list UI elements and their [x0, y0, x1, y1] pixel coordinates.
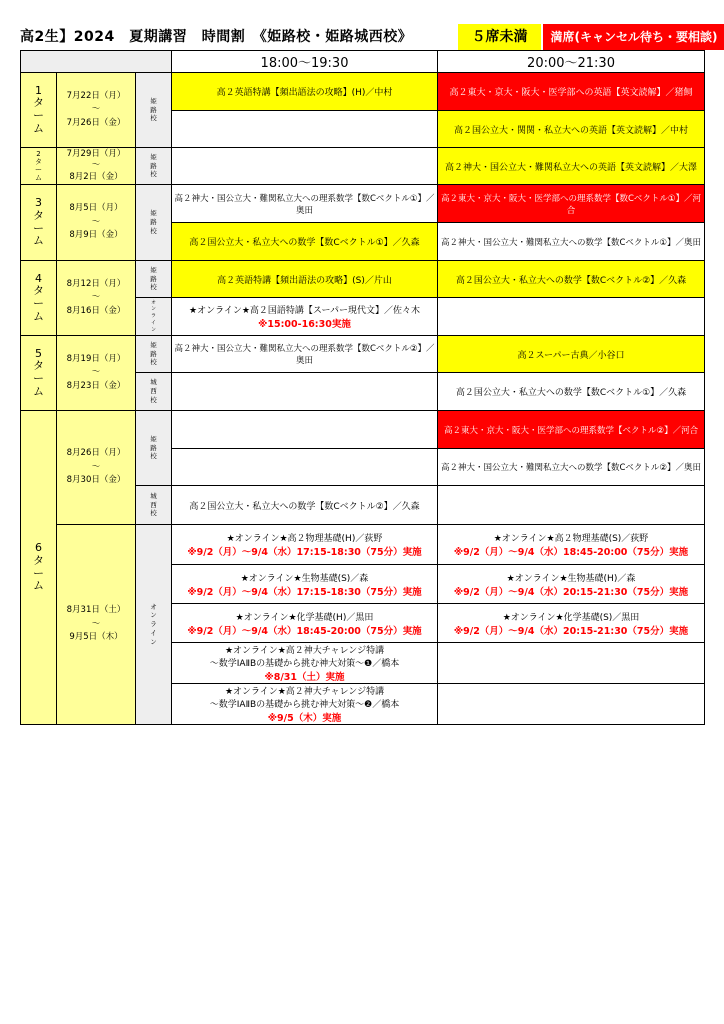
class-cell[interactable] — [172, 684, 438, 725]
date-sep: ～ — [91, 367, 101, 378]
vertical-glyph: ム — [33, 234, 44, 248]
class-cell[interactable]: 高２国公立大・関関・私立大への英語【英文読解】／中村 — [438, 111, 705, 148]
vertical-glyph: ム — [33, 121, 44, 135]
date-end: 8月30日（金） — [66, 475, 126, 486]
date-sep: ～ — [91, 216, 101, 227]
term-label — [21, 73, 57, 148]
vertical-glyph: ー — [33, 372, 44, 385]
term-label — [21, 148, 57, 185]
header-row — [21, 51, 705, 73]
class-note: ※9/5（木）実施 — [267, 713, 342, 724]
empty-cell — [438, 643, 705, 684]
class-note: ※9/2（月）～9/4（水）20:15-21:30（75分）実施 — [453, 586, 689, 598]
class-title: ★オンライン★高２物理基礎(H)／荻野 — [226, 534, 383, 544]
school-label — [136, 261, 172, 298]
date-start: 8月5日（月） — [69, 203, 123, 214]
class-title: ★オンライン★化学基礎(S)／黒田 — [502, 612, 640, 623]
vertical-glyph: 西 — [150, 500, 157, 509]
vertical-glyph: ラ — [151, 313, 157, 320]
class-cell[interactable] — [438, 565, 705, 604]
empty-cell — [438, 298, 705, 336]
vertical-glyph: タ — [33, 96, 44, 110]
class-cell[interactable]: 高２国公立大・私立大への数学【数Cベクトル②】／久森 — [172, 486, 438, 525]
vertical-glyph: 校 — [150, 452, 157, 461]
vertical-glyph: ム — [33, 309, 44, 323]
class-title: ★オンライン★生物基礎(H)／森 — [506, 573, 636, 584]
vertical-glyph: ー — [33, 297, 44, 310]
date-end: 8月16日（金） — [66, 305, 126, 316]
term-dates — [57, 73, 136, 148]
vertical-glyph: 路 — [150, 161, 157, 170]
school-label — [136, 148, 172, 185]
empty-cell — [172, 373, 438, 411]
class-cell[interactable] — [172, 525, 438, 565]
vertical-glyph: タ — [33, 284, 44, 298]
class-title: ★オンライン★生物基礎(S)／森 — [240, 573, 369, 584]
term-dates — [57, 411, 136, 525]
class-note: ※9/2（月）～9/4（水）17:15-18:30（75分）実施 — [187, 586, 422, 598]
class-cell[interactable]: 高２神大・国公立大・難関私立大への数学【数Cベクトル②】／奥田 — [438, 449, 705, 486]
slot2-header: 20:00～21:30 — [438, 51, 705, 73]
vertical-glyph: ー — [33, 109, 44, 122]
table-row — [21, 261, 705, 298]
vertical-glyph: 姫 — [150, 340, 157, 349]
vertical-glyph: 路 — [150, 349, 157, 358]
vertical-glyph: ン — [150, 611, 157, 620]
school-label — [136, 185, 172, 261]
term-label — [21, 185, 57, 261]
term-label — [21, 261, 57, 336]
vertical-glyph: オ — [150, 602, 157, 611]
vertical-glyph: オ — [151, 299, 157, 306]
class-cell[interactable] — [172, 643, 438, 684]
vertical-glyph: ラ — [150, 620, 157, 629]
term-dates — [57, 525, 136, 725]
term-dates — [57, 336, 136, 411]
class-cell[interactable] — [172, 298, 438, 336]
vertical-glyph: 校 — [150, 509, 157, 518]
class-subtitle: ～数学ⅠAⅡBの基礎から挑む神大対策～❶／橋本 — [209, 659, 400, 669]
school-label — [136, 411, 172, 486]
date-end: 8月2日（金） — [69, 171, 123, 182]
class-note: ※9/2（月）～9/4（水）18:45-20:00（75分）実施 — [187, 625, 422, 637]
vertical-glyph: ー — [33, 566, 44, 580]
term-dates — [57, 185, 136, 261]
table-row — [21, 411, 705, 449]
class-cell[interactable]: 高２神大・国公立大・難関私立大への理系数学【数Cベクトル①】／奥田 — [172, 185, 438, 223]
vertical-glyph: 3 — [35, 196, 42, 210]
date-start: 8月31日（土） — [66, 605, 126, 616]
table-row — [21, 525, 705, 565]
schedule-table — [20, 50, 705, 725]
vertical-glyph: ー — [33, 221, 44, 235]
term-label — [21, 411, 57, 725]
school-label — [136, 73, 172, 148]
empty-cell — [172, 449, 438, 486]
vertical-glyph: 校 — [150, 395, 157, 404]
vertical-glyph: ム — [33, 579, 44, 593]
vertical-glyph: イ — [151, 319, 157, 326]
class-cell[interactable]: 高２神大・国公立大・難関私立大への数学【数Cベクトル①】／奥田 — [438, 223, 705, 261]
class-note: ※9/2（月）～9/4（水）17:15-18:30（75分）実施 — [187, 547, 422, 558]
date-end: 9月5日（木） — [69, 632, 123, 643]
vertical-glyph: 西 — [150, 387, 157, 396]
date-sep: ～ — [91, 104, 101, 115]
vertical-glyph: 校 — [150, 283, 157, 292]
class-cell[interactable] — [438, 525, 705, 565]
date-start: 8月19日（月） — [66, 353, 126, 364]
class-cell[interactable]: 高２神大・国公立大・難関私立大への理系数学【数Cベクトル②】／奥田 — [172, 336, 438, 373]
date-start: 8月12日（月） — [66, 278, 126, 289]
vertical-glyph: 姫 — [150, 434, 157, 443]
class-cell[interactable]: 高２国公立大・私立大への数学【数Cベクトル①】／久森 — [172, 223, 438, 261]
class-title: ★オンライン★高２国語特講【スーパー現代文】／佐々木 — [189, 306, 420, 316]
class-cell[interactable]: 高２英語特講【頻出語法の攻略】(S)／片山 — [172, 261, 438, 298]
class-cell[interactable]: 高２東大・京大・阪大・医学部への英語【英文読解】／猪飼 — [438, 73, 705, 111]
class-cell[interactable]: 高２英語特講【頻出語法の攻略】(H)／中村 — [172, 73, 438, 111]
term-dates — [57, 148, 136, 185]
date-start: 7月22日（月） — [66, 90, 126, 101]
empty-cell — [438, 684, 705, 725]
vertical-glyph: 5 — [35, 346, 42, 360]
class-cell[interactable] — [438, 604, 705, 643]
vertical-glyph: 路 — [150, 105, 157, 114]
date-sep: ～ — [91, 160, 101, 171]
vertical-glyph: 4 — [35, 271, 42, 285]
vertical-glyph: 校 — [150, 358, 157, 367]
class-title: ★オンライン★高２物理基礎(S)／荻野 — [493, 534, 649, 544]
term-label — [21, 336, 57, 411]
vertical-glyph: ン — [150, 637, 157, 646]
class-cell[interactable] — [172, 604, 438, 643]
table-row — [21, 336, 705, 373]
vertical-glyph: 1 — [35, 83, 42, 97]
header-blank-cell — [21, 51, 172, 73]
class-note: ※9/2（月）～9/4（水）20:15-21:30（75分）実施 — [453, 625, 689, 637]
empty-cell — [438, 486, 705, 525]
page-title: 高2生】2024 夏期講習 時間割 《姫路校・姫路城西校》 — [20, 29, 413, 45]
class-note: ※9/2（月）～9/4（水）18:45-20:00（75分）実施 — [453, 547, 689, 558]
slot1-header: 18:00～19:30 — [172, 51, 438, 73]
vertical-glyph: 6 — [35, 541, 42, 555]
vertical-glyph: 姫 — [150, 96, 157, 105]
vertical-glyph: 城 — [150, 491, 157, 500]
vertical-glyph: ン — [151, 326, 157, 333]
vertical-glyph: タ — [33, 359, 44, 373]
term-dates — [57, 261, 136, 336]
class-cell[interactable]: 高２スーパー古典／小谷口 — [438, 336, 705, 373]
class-note: ※8/31（土）実施 — [264, 672, 345, 683]
vertical-glyph: タ — [33, 553, 44, 567]
empty-cell — [172, 111, 438, 148]
date-sep: ～ — [91, 461, 101, 472]
class-cell[interactable]: 高２東大・京大・阪大・医学部への理系数学【ベクトル②】／河合 — [438, 411, 705, 449]
vertical-glyph: 城 — [150, 378, 157, 387]
class-note: ※15:00-16:30実施 — [258, 319, 351, 330]
class-cell[interactable]: 高２国公立大・私立大への数学【数Cベクトル②】／久森 — [438, 261, 705, 298]
vertical-glyph: ー — [35, 166, 42, 174]
date-end: 7月26日（金） — [66, 117, 126, 128]
class-subtitle: ～数学ⅠAⅡBの基礎から挑む神大対策～❷／橋本 — [209, 700, 400, 710]
school-label — [136, 486, 172, 525]
vertical-glyph: 姫 — [150, 152, 157, 161]
class-title: ★オンライン★高２神大チャレンジ特講 — [224, 646, 385, 656]
class-cell[interactable]: 高２東大・京大・阪大・医学部への理系数学【数Cベクトル①】／河合 — [438, 185, 705, 223]
school-label — [136, 373, 172, 411]
class-title: ★オンライン★化学基礎(H)／黒田 — [235, 612, 374, 623]
vertical-glyph: 路 — [150, 443, 157, 452]
school-label — [136, 525, 172, 725]
date-sep: ～ — [91, 292, 101, 303]
school-label — [136, 336, 172, 373]
vertical-glyph: 姫 — [150, 209, 157, 218]
vertical-glyph: 路 — [150, 218, 157, 227]
date-end: 8月23日（金） — [66, 380, 126, 391]
few-seats-legend-badge: ５席未満 — [458, 24, 541, 50]
vertical-glyph: 校 — [150, 170, 157, 179]
vertical-glyph: ム — [33, 384, 44, 398]
vertical-glyph: 路 — [150, 274, 157, 283]
page-header — [20, 24, 718, 50]
table-row — [21, 185, 705, 223]
vertical-glyph: ム — [35, 174, 42, 183]
class-cell[interactable] — [172, 565, 438, 604]
school-label — [136, 298, 172, 336]
vertical-glyph: 2 — [36, 149, 41, 158]
date-end: 8月9日（金） — [69, 230, 123, 241]
empty-cell — [172, 148, 438, 185]
vertical-glyph: タ — [35, 157, 42, 166]
empty-cell — [172, 411, 438, 449]
table-row — [21, 73, 705, 111]
vertical-glyph: 校 — [150, 114, 157, 123]
date-sep: ～ — [91, 618, 101, 629]
class-cell[interactable]: 高２国公立大・私立大への数学【数Cベクトル①】／久森 — [438, 373, 705, 411]
vertical-glyph: 姫 — [150, 265, 157, 274]
table-row — [21, 148, 705, 185]
vertical-glyph: 校 — [150, 226, 157, 235]
vertical-glyph: ン — [151, 306, 157, 313]
full-legend-badge: 満席(キャンセル待ち・要相談) — [543, 24, 724, 50]
class-cell[interactable]: 高２神大・国公立大・難関私立大への英語【英文読解】／大澤 — [438, 148, 705, 185]
vertical-glyph: イ — [150, 628, 157, 637]
date-start: 7月29日（月） — [66, 149, 126, 160]
class-title: ★オンライン★高２神大チャレンジ特講 — [224, 687, 385, 697]
date-start: 8月26日（月） — [66, 448, 126, 459]
vertical-glyph: タ — [33, 208, 44, 222]
